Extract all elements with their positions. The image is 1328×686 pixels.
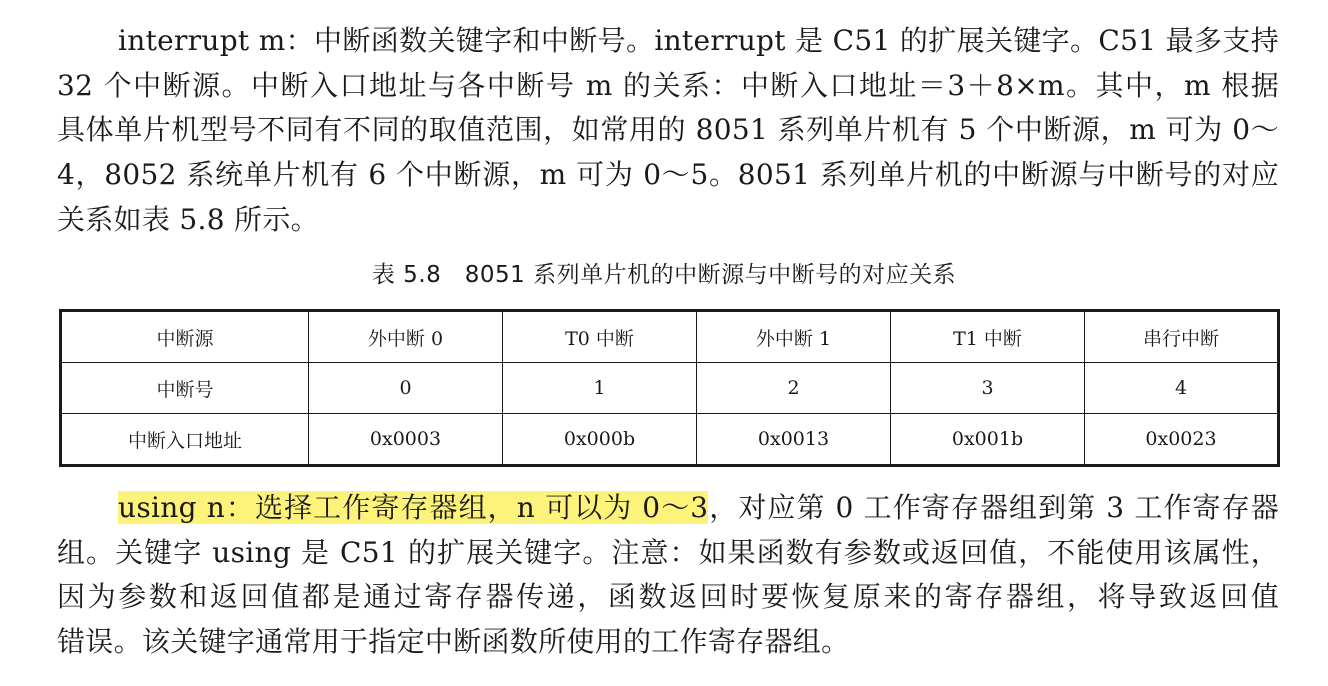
- table-caption: 表 5.8 8051 系列单片机的中断源与中断号的对应关系: [371, 262, 957, 288]
- paragraph-interrupt: [57, 19, 1279, 243]
- table-row: [61, 414, 1279, 466]
- table-cell: 外中断 0: [309, 311, 503, 363]
- table-cell: 0: [309, 363, 503, 414]
- table-row: [61, 311, 1279, 363]
- table-cell: 2: [697, 363, 891, 414]
- table-cell: 0x001b: [891, 414, 1085, 466]
- paragraph-line: 因为参数和返回值都是通过寄存器传递，函数返回时要恢复原来的寄存器组，将导致返回值: [57, 580, 1279, 614]
- paragraph-line: 组。关键字 using 是 C51 的扩展关键字。注意：如果函数有参数或返回值，不能使用该属性，: [57, 535, 1279, 569]
- table-cell: 0x000b: [503, 414, 697, 466]
- interrupt-table: [59, 309, 1280, 467]
- table-row: [61, 363, 1279, 414]
- paragraph-line: 4，8052 系统单片机有 6 个中断源，m 可为 0～5。8051 系列单片机的中断源与中断号的对应: [57, 158, 1279, 192]
- table-cell: 0x0023: [1085, 414, 1279, 466]
- paragraph-line: 32 个中断源。中断入口地址与各中断号 m 的关系：中断入口地址＝3＋8×m。其中，m 根据: [57, 68, 1279, 102]
- table-cell: 外中断 1: [697, 311, 891, 363]
- table-cell: T0 中断: [503, 311, 697, 363]
- table-cell: 中断源: [61, 311, 309, 363]
- table-cell: 串行中断: [1085, 311, 1279, 363]
- table-cell: 中断入口地址: [61, 414, 309, 466]
- paragraph-line: [57, 486, 1279, 531]
- paragraph-line: 关系如表 5.8 所示。: [57, 202, 319, 236]
- table-cell: 3: [891, 363, 1085, 414]
- paragraph-line: 具体单片机型号不同有不同的取值范围，如常用的 8051 系列单片机有 5 个中断源，m 可为 0～: [57, 113, 1279, 147]
- table-cell: 中断号: [61, 363, 309, 414]
- paragraph-line: interrupt m：中断函数关键字和中断号。interrupt 是 C51 的扩展关键字。C51 最多支持: [118, 24, 1279, 57]
- paragraph-using: [57, 486, 1279, 665]
- table-cell: 1: [503, 363, 697, 414]
- highlighted-text: using n：选择工作寄存器组，n 可以为 0～3: [118, 491, 709, 524]
- table-cell: 0x0003: [309, 414, 503, 466]
- table-cell: 4: [1085, 363, 1279, 414]
- paragraph-line: 错误。该关键字通常用于指定中断函数所使用的工作寄存器组。: [57, 625, 850, 659]
- table-cell: 0x0013: [697, 414, 891, 466]
- table-cell: T1 中断: [891, 311, 1085, 363]
- paragraph-text: ，对应第 0 工作寄存器组到第 3 工作寄存器: [708, 491, 1279, 524]
